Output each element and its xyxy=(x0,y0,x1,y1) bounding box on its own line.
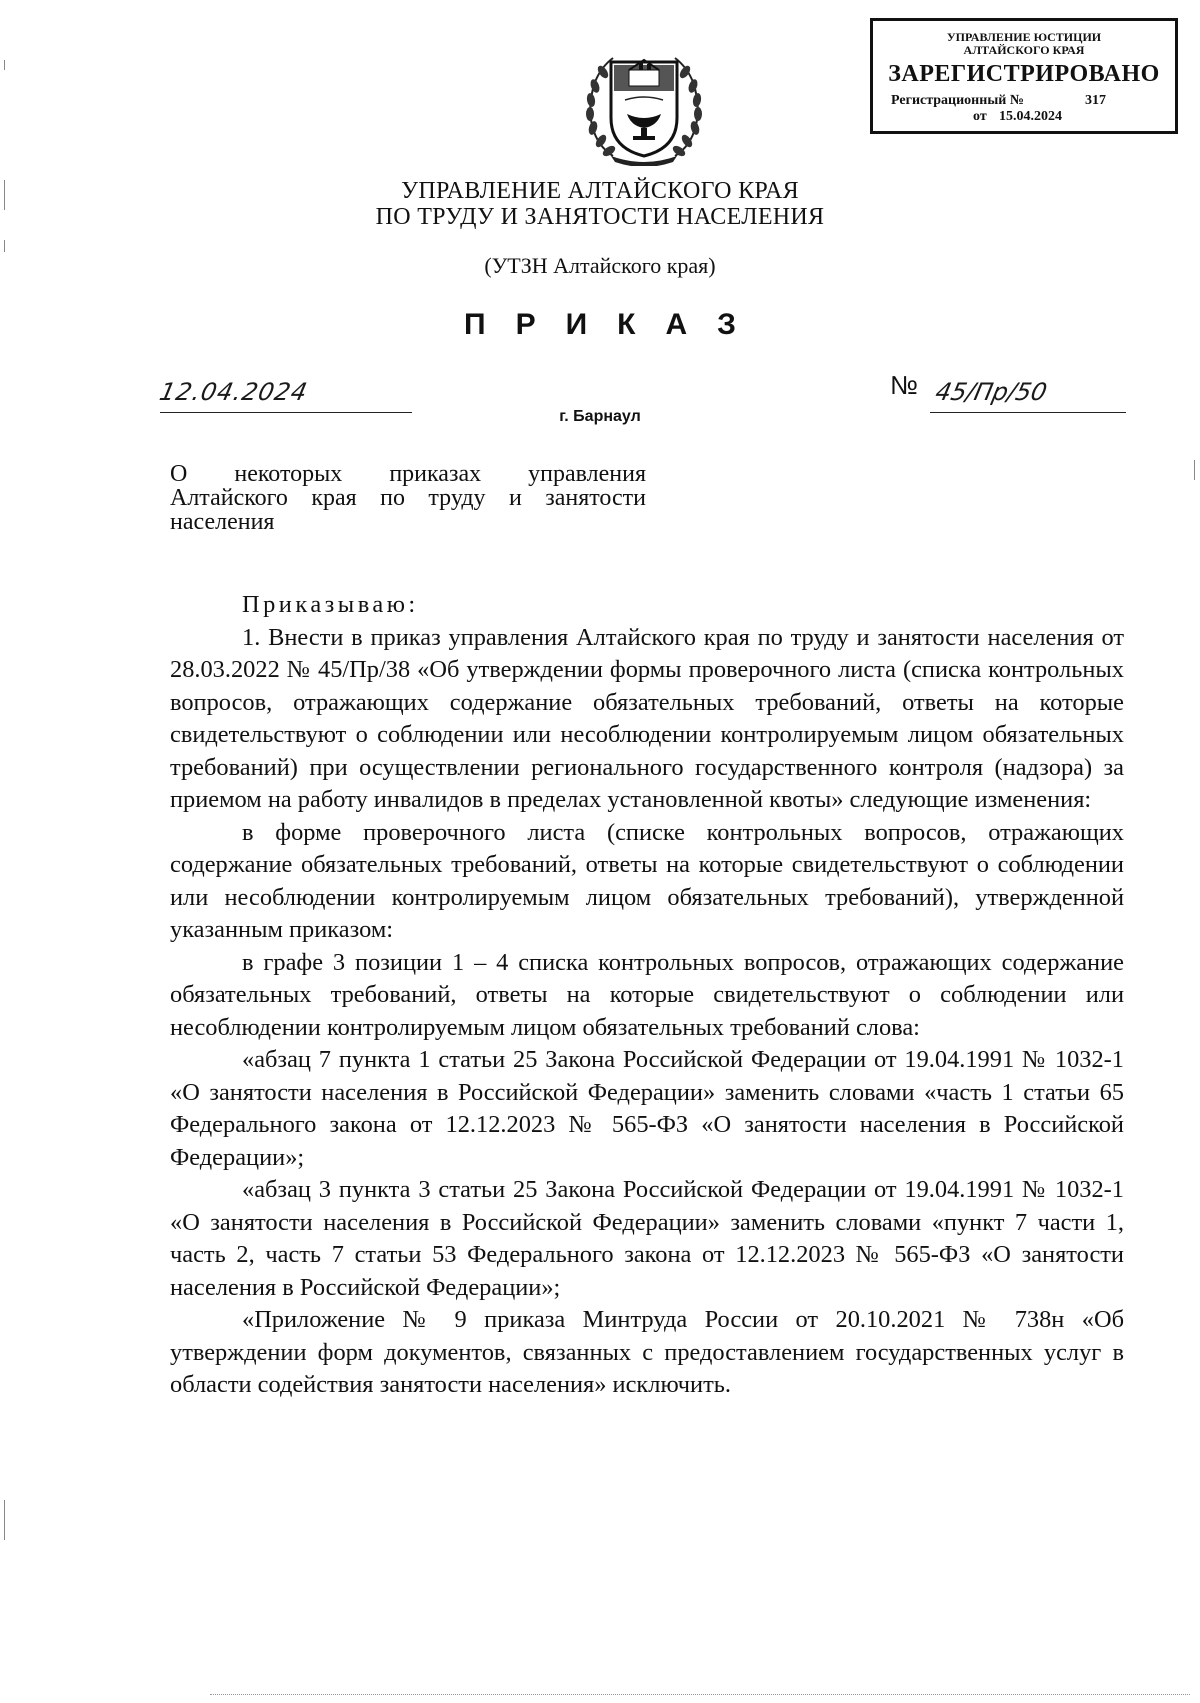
document-number: 45/Пр/50 xyxy=(933,378,1050,406)
paragraph-2: в форме проверочного листа (списке контрольных вопросов, отражающих содержание обязательных требований, ответы на которые свидетельствуют о соблюдении или несоблюдении контролируемым лицом обязательных требований), утвержденной указанным приказом: xyxy=(170,818,1124,943)
stamp-reg-date: 15.04.2024 xyxy=(999,109,1062,124)
stamp-status: ЗАРЕГИСТРИРОВАНО xyxy=(888,61,1160,87)
paragraph-6: «Приложение № 9 приказа Минтруда России от 20.10.2021 № 738н «Об утверждении форм документов, связанных с предоставлением государственных услуг в области содействия занятости населения» исключить. xyxy=(170,1306,1124,1398)
stamp-date-label: от xyxy=(973,109,987,124)
org-name-line1: УПРАВЛЕНИЕ АЛТАЙСКОГО КРАЯ xyxy=(401,178,799,204)
paragraph-4: «абзац 7 пункта 1 статьи 25 Закона Российской Федерации от 19.04.1991 № 1032-1 «О занятости населения в Российской Федерации» заменить словами «часть 1 статьи 65 Федерального закона от 12.12.2023 № 565-ФЗ «О занятости населения в Российской Федерации»; xyxy=(170,1046,1124,1171)
subject-line1: О некоторых приказах управления xyxy=(170,461,646,487)
scan-edge-mark xyxy=(4,1500,5,1540)
document-date: 12.04.2024 xyxy=(157,378,311,406)
document-title: ПРИКАЗ xyxy=(464,308,766,341)
scan-edge-mark xyxy=(4,240,5,252)
paragraph-3: в графе 3 позиции 1 – 4 списка контрольных вопросов, отражающих содержание обязательных требований, ответы на которые свидетельствуют о соблюдении или несоблюдении контролируемым лицом обязательных требований слова: xyxy=(170,948,1124,1041)
stamp-authority-line1: УПРАВЛЕНИЕ ЮСТИЦИИ xyxy=(946,30,1102,44)
number-sign: № xyxy=(890,370,918,400)
scan-edge-mark xyxy=(1194,460,1195,480)
document-subject xyxy=(170,462,646,534)
order-word: Приказываю: xyxy=(242,591,419,618)
paragraph-5: «абзац 3 пункта 3 статьи 25 Закона Российской Федерации от 19.04.1991 № 1032-1 «О занятости населения в Российской Федерации» заменить словами «пункт 7 части 1, часть 2, часть 7 статьи 53 Федерального закона от 12.12.2023 № 565-ФЗ «О занятости населения в Российской Федерации»; xyxy=(170,1176,1124,1301)
org-abbreviation: (УТЗН Алтайского края) xyxy=(484,253,716,278)
subject-line3: населения xyxy=(170,509,275,535)
scan-edge-mark xyxy=(4,60,5,70)
stamp-authority-line2: АЛТАЙСКОГО КРАЯ xyxy=(963,43,1085,57)
document-body xyxy=(170,589,1124,1402)
scan-bottom-edge xyxy=(210,1694,1190,1695)
stamp-reg-number: 317 xyxy=(1085,93,1106,108)
scan-edge-mark xyxy=(4,180,5,210)
subject-line2: Алтайского края по труду и занятости xyxy=(170,485,646,511)
document-city: г. Барнаул xyxy=(559,408,641,425)
org-name-line2: ПО ТРУДУ И ЗАНЯТОСТИ НАСЕЛЕНИЯ xyxy=(375,204,825,230)
registration-stamp xyxy=(870,18,1178,134)
coat-of-arms-icon xyxy=(583,52,705,166)
paragraph-1: 1. Внести в приказ управления Алтайского края по труду и занятости населения от 28.03.2022 № 45/Пр/38 «Об утверждении формы проверочного листа (списка контрольных вопросов, отражающих содержание обязательных требований, ответы на которые свидетельствуют о соблюдении или несоблюдении контролируемым лицом обязательных требований) при осуществлении регионального государственного контроля (надзора) за приемом на работу инвалидов в пределах установленной квоты» следующие изменения: xyxy=(170,623,1124,813)
stamp-reg-label: Регистрационный № xyxy=(891,93,1024,108)
